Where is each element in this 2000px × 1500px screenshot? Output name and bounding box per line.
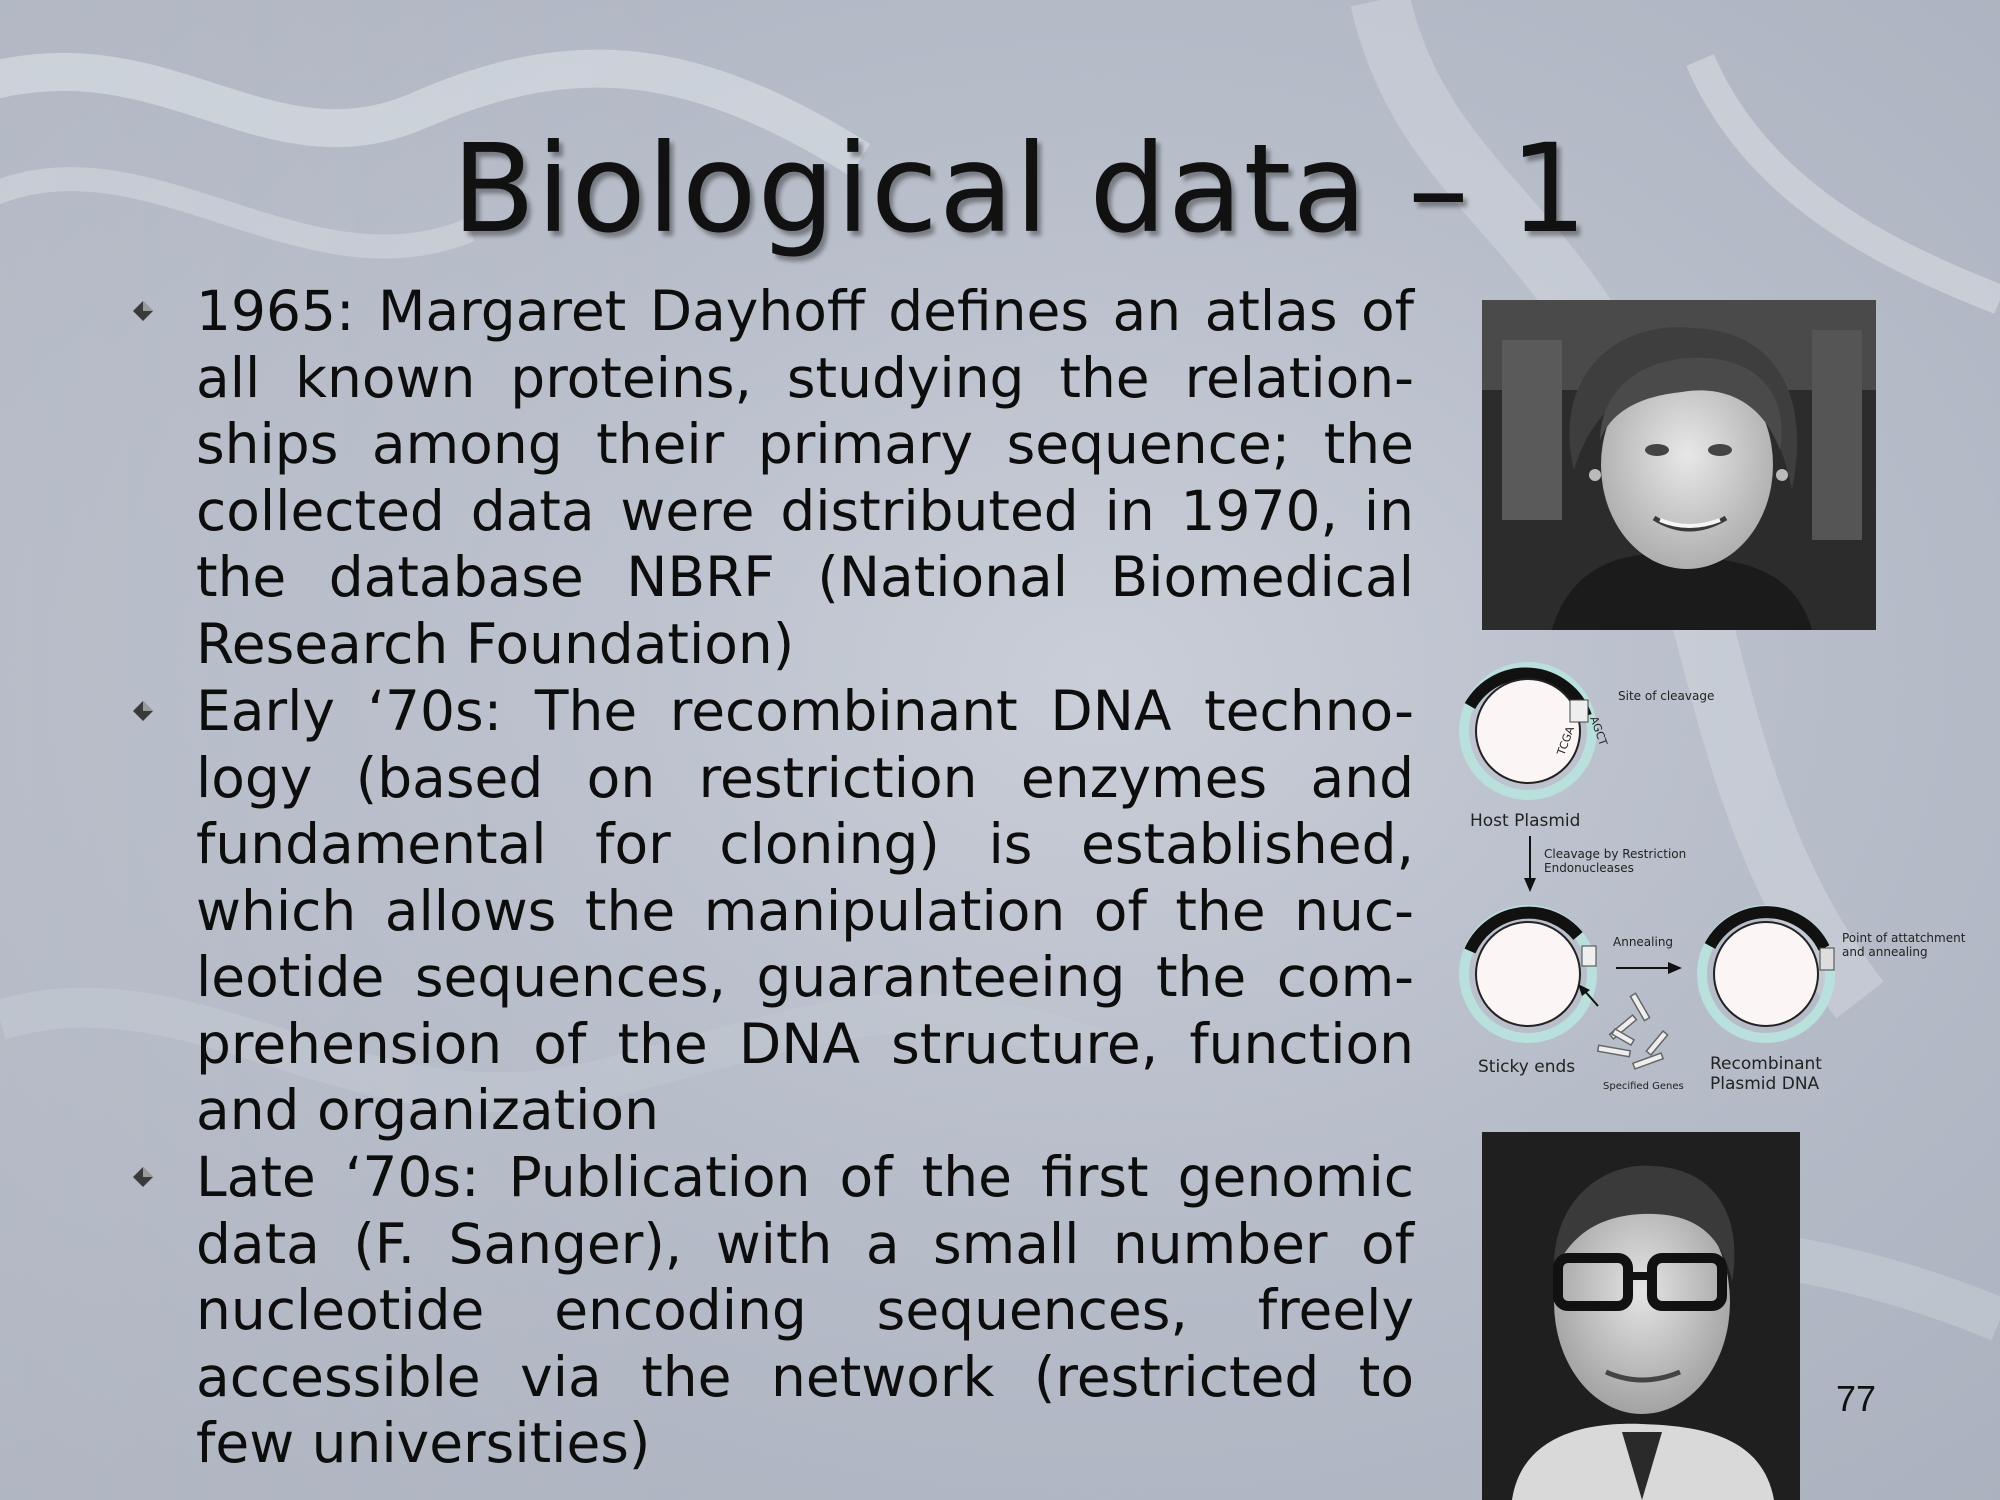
sticky-ends-circle: [1464, 910, 1596, 1038]
site-of-cleavage-label: Site of cleavage: [1618, 689, 1715, 703]
portrait-photo-sanger: [1482, 1132, 1800, 1500]
bullet-item: [128, 278, 1414, 678]
recombinant-label-line2: Plasmid DNA: [1710, 1074, 1820, 1094]
bullet-diamond-icon: [132, 300, 154, 322]
bullet-text: Early ‘70s: The recombinant DNA techno-logy (based on restriction enzymes and fundamental for cloning) is established, which allows the manipulation of the nuc-leotide sequences, guaranteeing the com-prehension of the DNA structure, function and organization: [196, 679, 1414, 1142]
bullet-item: [128, 1144, 1414, 1477]
specified-genes-label: Specified Genes: [1603, 1081, 1684, 1092]
seq-label-b: AGCT: [1587, 714, 1610, 748]
cleavage-label-line2: Endonucleases: [1544, 861, 1634, 875]
bullet-diamond-icon: [132, 1166, 154, 1188]
point-of-attachment-line1: Point of attatchment: [1842, 931, 1966, 945]
seq-label-a: TCGA: [1554, 724, 1578, 758]
bullet-text: Late ‘70s: Publication of the first genomic data (F. Sanger), with a small number of nucleotide encoding sequences, freely accessible via the network (restricted to few universities): [196, 1145, 1414, 1475]
portrait-photo-dayhoff: [1482, 300, 1876, 630]
gene-fragments: [1598, 993, 1668, 1069]
bullet-diamond-icon: [132, 700, 154, 722]
bullet-item: [128, 678, 1414, 1144]
point-of-attachment-line2: and annealing: [1842, 945, 1928, 959]
recombinant-dna-diagram: [1448, 656, 1968, 1096]
annealing-label: Annealing: [1613, 935, 1674, 949]
cleavage-label-line1: Cleavage by Restriction: [1544, 847, 1687, 861]
slide-title: Biological data – 1: [451, 118, 1589, 260]
recombinant-plasmid-circle: [1702, 910, 1834, 1038]
sticky-ends-label: Sticky ends: [1478, 1057, 1576, 1077]
recombinant-label-line1: Recombinant: [1710, 1054, 1822, 1074]
bullet-list: [128, 278, 1414, 1477]
host-plasmid-label: Host Plasmid: [1470, 811, 1581, 831]
page-number: 77: [1836, 1378, 1877, 1419]
bullet-text: 1965: Margaret Dayhoff defines an atlas of all known proteins, studying the relation-ships among their primary sequence; the collected data were distributed in 1970, in the database NBRF (National Biomedical Research Foundation): [196, 279, 1414, 676]
